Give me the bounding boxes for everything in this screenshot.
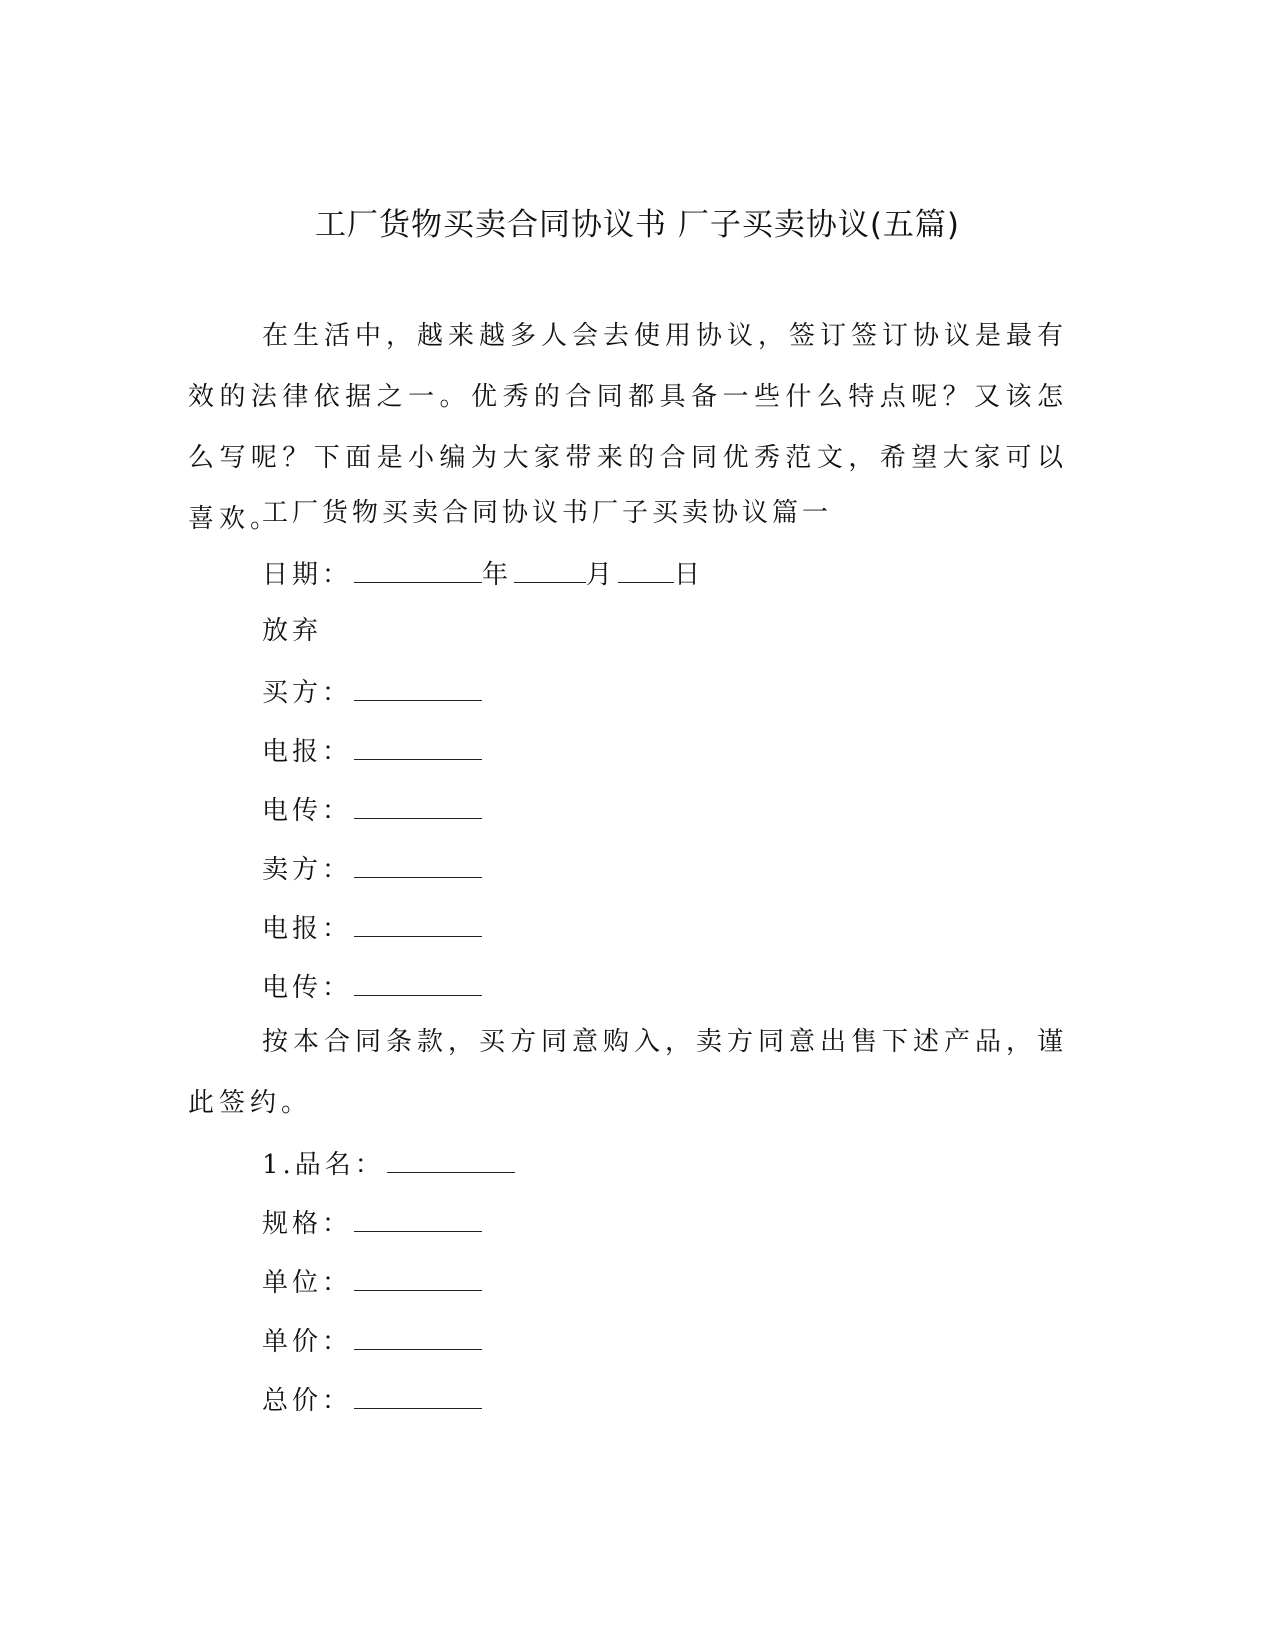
unit-price-label: 单价： <box>262 1327 353 1357</box>
unit-price-blank <box>354 1319 482 1350</box>
date-label: 日期： <box>262 560 353 590</box>
document-title: 工厂货物买卖合同协议书 厂子买卖协议(五篇) <box>314 207 961 243</box>
unit-line <box>262 1260 482 1303</box>
spec-line <box>262 1201 482 1244</box>
buyer-telegram-blank <box>354 729 482 760</box>
intro-paragraph: 在生活中，越来越多人会去使用协议，签订签订协议是最有效的法律依据之一。优秀的合同都具备一些什么特点呢？又该怎么写呢？下面是小编为大家带来的合同优秀范文，希望大家可以喜欢。 <box>188 321 1069 534</box>
seller-fax-line <box>262 965 482 1008</box>
unit-blank <box>354 1260 482 1291</box>
spec-blank <box>354 1201 482 1232</box>
seller-telegram-line <box>262 906 482 949</box>
seller-line <box>262 847 482 890</box>
buyer-telegram-line <box>262 729 482 772</box>
buyer-fax-blank <box>354 788 482 819</box>
product-name-line <box>262 1142 515 1185</box>
buyer-fax-line <box>262 788 482 831</box>
day-label: 日 <box>674 560 705 590</box>
section-heading: 工厂货物买卖合同协议书厂子买卖协议篇一 <box>262 498 833 528</box>
seller-telegram-label: 电报： <box>262 914 353 944</box>
seller-fax-label: 电传： <box>262 973 353 1003</box>
seller-telegram-blank <box>354 906 482 937</box>
unit-price-line <box>262 1319 482 1362</box>
unit-label: 单位： <box>262 1268 353 1298</box>
year-label: 年 <box>482 560 513 590</box>
waive-line: 放弃 <box>262 616 323 646</box>
seller-blank <box>354 847 482 878</box>
date-line <box>262 552 704 595</box>
date-month-blank <box>514 552 586 583</box>
total-price-label: 总价： <box>262 1386 353 1416</box>
seller-fax-blank <box>354 965 482 996</box>
total-price-blank <box>354 1378 482 1409</box>
total-price-line <box>262 1378 482 1421</box>
agreement-paragraph: 按本合同条款，买方同意购入，卖方同意出售下述产品，谨此签约。 <box>188 1027 1069 1118</box>
spec-label: 规格： <box>262 1209 353 1239</box>
buyer-telegram-label: 电报： <box>262 737 353 767</box>
buyer-label: 买方： <box>262 678 353 708</box>
month-label: 月 <box>586 560 617 590</box>
date-day-blank <box>618 552 674 583</box>
product-name-blank <box>387 1142 515 1173</box>
buyer-blank <box>354 670 482 701</box>
buyer-fax-label: 电传： <box>262 796 353 826</box>
date-year-blank <box>354 552 482 583</box>
product-name-label: 1.品名： <box>262 1150 385 1180</box>
seller-label: 卖方： <box>262 855 353 885</box>
buyer-line <box>262 670 482 713</box>
